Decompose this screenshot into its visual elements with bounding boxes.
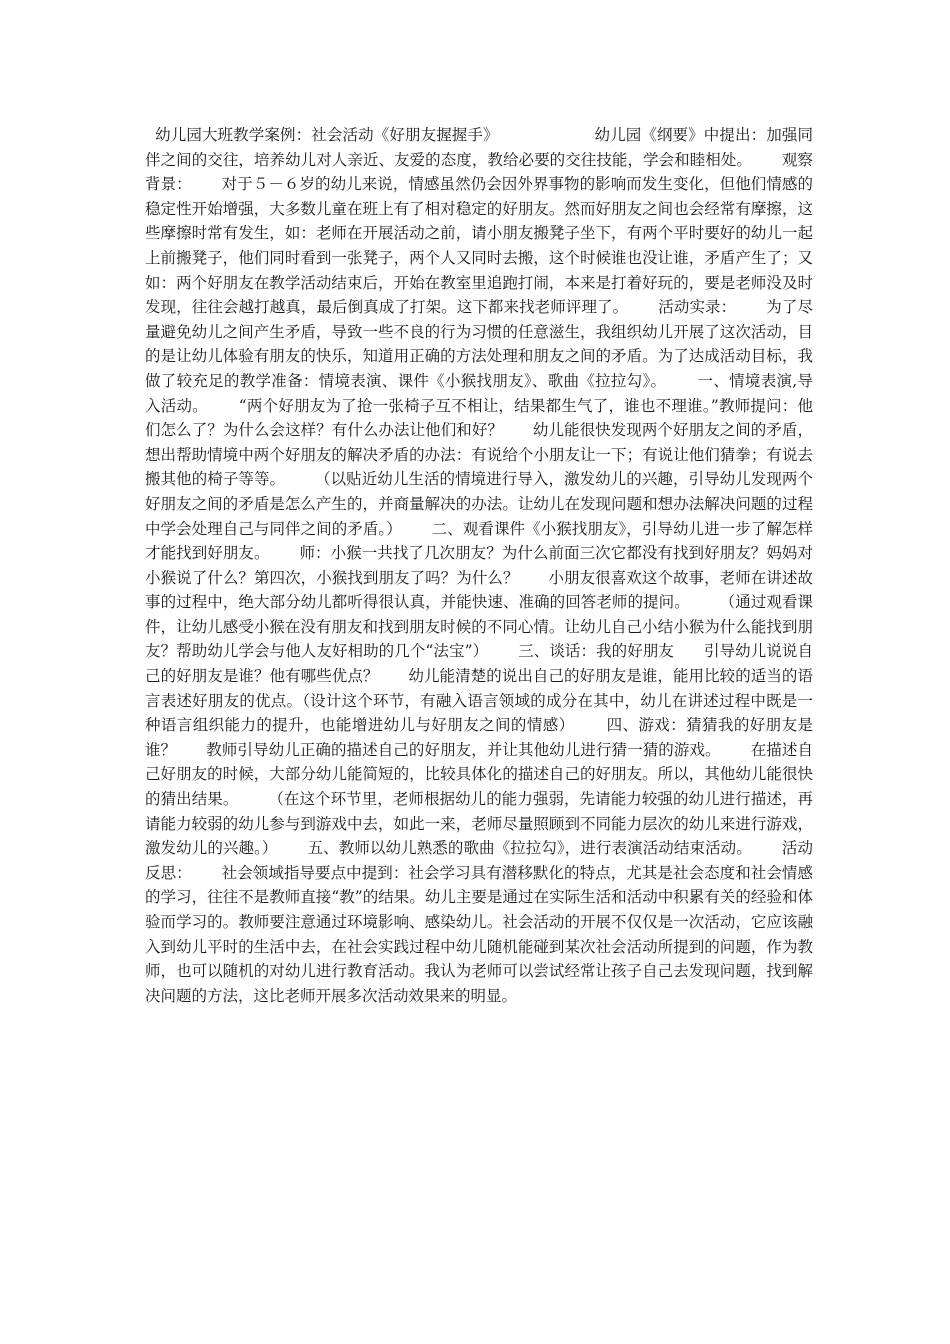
document-body-text: 幼儿园大班教学案例：社会活动《好朋友握握手》 幼儿园《纲要》中提出：加强同伴之间的交往，培养幼儿对人亲近、友爱的态度，教给必要的交往技能，学会和睦相处。 观察背景： 对于５－６岁的幼儿来说，情感虽然仍会因外界事物的影响而发生变化，但他们情感的稳定性开始增强，大多数儿童在班上有了相对稳定的好朋友。然而好朋友之间也会经常有摩擦，这些摩擦时常有发生，如：老师在开展活动之前，请小朋友搬凳子坐下，有两个平时要好的幼儿一起上前搬凳子，他们同时看到一张凳子，两个人又同时去搬，这个时候谁也没让谁，矛盾产生了；又如：两个好朋友在教学活动结束后，开始在教室里追跑打闹，本来是打着好玩的，要是老师没及时发现，往往会越打越真，最后倒真成了打架。这下都来找老师评理了。 活动实录： 为了尽量避免幼儿之间产生矛盾，导致一些不良的行为习惯的任意滋生，我组织幼儿开展了这次活动，目的是让幼儿体验有朋友的快乐，知道用正确的方法处理和朋友之间的矛盾。为了达成活动目标，我做了较充足的教学准备：情境表演、课件《小猴找朋友》、歌曲《拉拉勾》。 一、情境表演,导入活动。 “两个好朋友为了抢一张椅子互不相让，结果都生气了，谁也不理谁。”教师提问：他们怎么了？为什么会这样？有什么办法让他们和好？ 幼儿能很快发现两个好朋友之间的矛盾，想出帮助情境中两个好朋友的解决矛盾的办法：有说给个小朋友让一下；有说让他们猜拳；有说去搬其他的椅子等等。 （以贴近幼儿生活的情境进行导入，激发幼儿的兴趣，引导幼儿发现两个好朋友之间的矛盾是怎么产生的，并商量解决的办法。让幼儿在发现问题和想办法解决问题的过程中学会处理自己与同伴之间的矛盾。） 二、观看课件《小猴找朋友》，引导幼儿进一步了解怎样才能找到好朋友。 师：小猴一共找了几次朋友？为什么前面三次它都没有找到好朋友？妈妈对小猴说了什么？第四次，小猴找到朋友了吗？为什么？ 小朋友很喜欢这个故事，老师在讲述故事的过程中，绝大部分幼儿都听得很认真，并能快速、准确的回答老师的提问。 （通过观看课件，让幼儿感受小猴在没有朋友和找到朋友时候的不同心情。让幼儿自己小结小猴为什么能找到朋友？帮助幼儿学会与他人友好相助的几个“法宝”） 三、谈话：我的好朋友 引导幼儿说说自己的好朋友是谁？他有哪些优点？ 幼儿能清楚的说出自己的好朋友是谁，能用比较的适当的语言表述好朋友的优点。（设计这个环节，有融入语言领域的成分在其中，幼儿在讲述过程中既是一种语言组织能力的提升，也能增进幼儿与好朋友之间的情感） 四、游戏：猜猜我的好朋友是谁？ 教师引导幼儿正确的描述自己的好朋友，并让其他幼儿进行猜一猜的游戏。 在描述自己好朋友的时候，大部分幼儿能简短的，比较具体化的描述自己的好朋友。所以，其他幼儿能很快的猜出结果。 （在这个环节里，老师根据幼儿的能力强弱，先请能力较强的幼儿进行描述，再请能力较弱的幼儿参与到游戏中去，如此一来，老师尽量照顾到不同能力层次的幼儿来进行游戏，激发幼儿的兴趣。） 五、教师以幼儿熟悉的歌曲《拉拉勾》，进行表演活动结束活动。 活动反思： 社会领域指导要点中提到：社会学习具有潜移默化的特点，尤其是社会态度和社会情感的学习，往往不是教师直接“教”的结果。幼儿主要是通过在实际生活和活动中积累有关的经验和体验而学习的。教师要注意通过环境影响、感染幼儿。社会活动的开展不仅仅是一次活动，它应该融入到幼儿平时的生活中去，在社会实践过程中幼儿随机能碰到某次社会活动所提到的问题，作为教师，也可以随机的对幼儿进行教育活动。我认为老师可以尝试经常让孩子自己去发现问题，找到解决问题的方法，这比老师开展多次活动效果来的明显。: [145, 126, 813, 1005]
